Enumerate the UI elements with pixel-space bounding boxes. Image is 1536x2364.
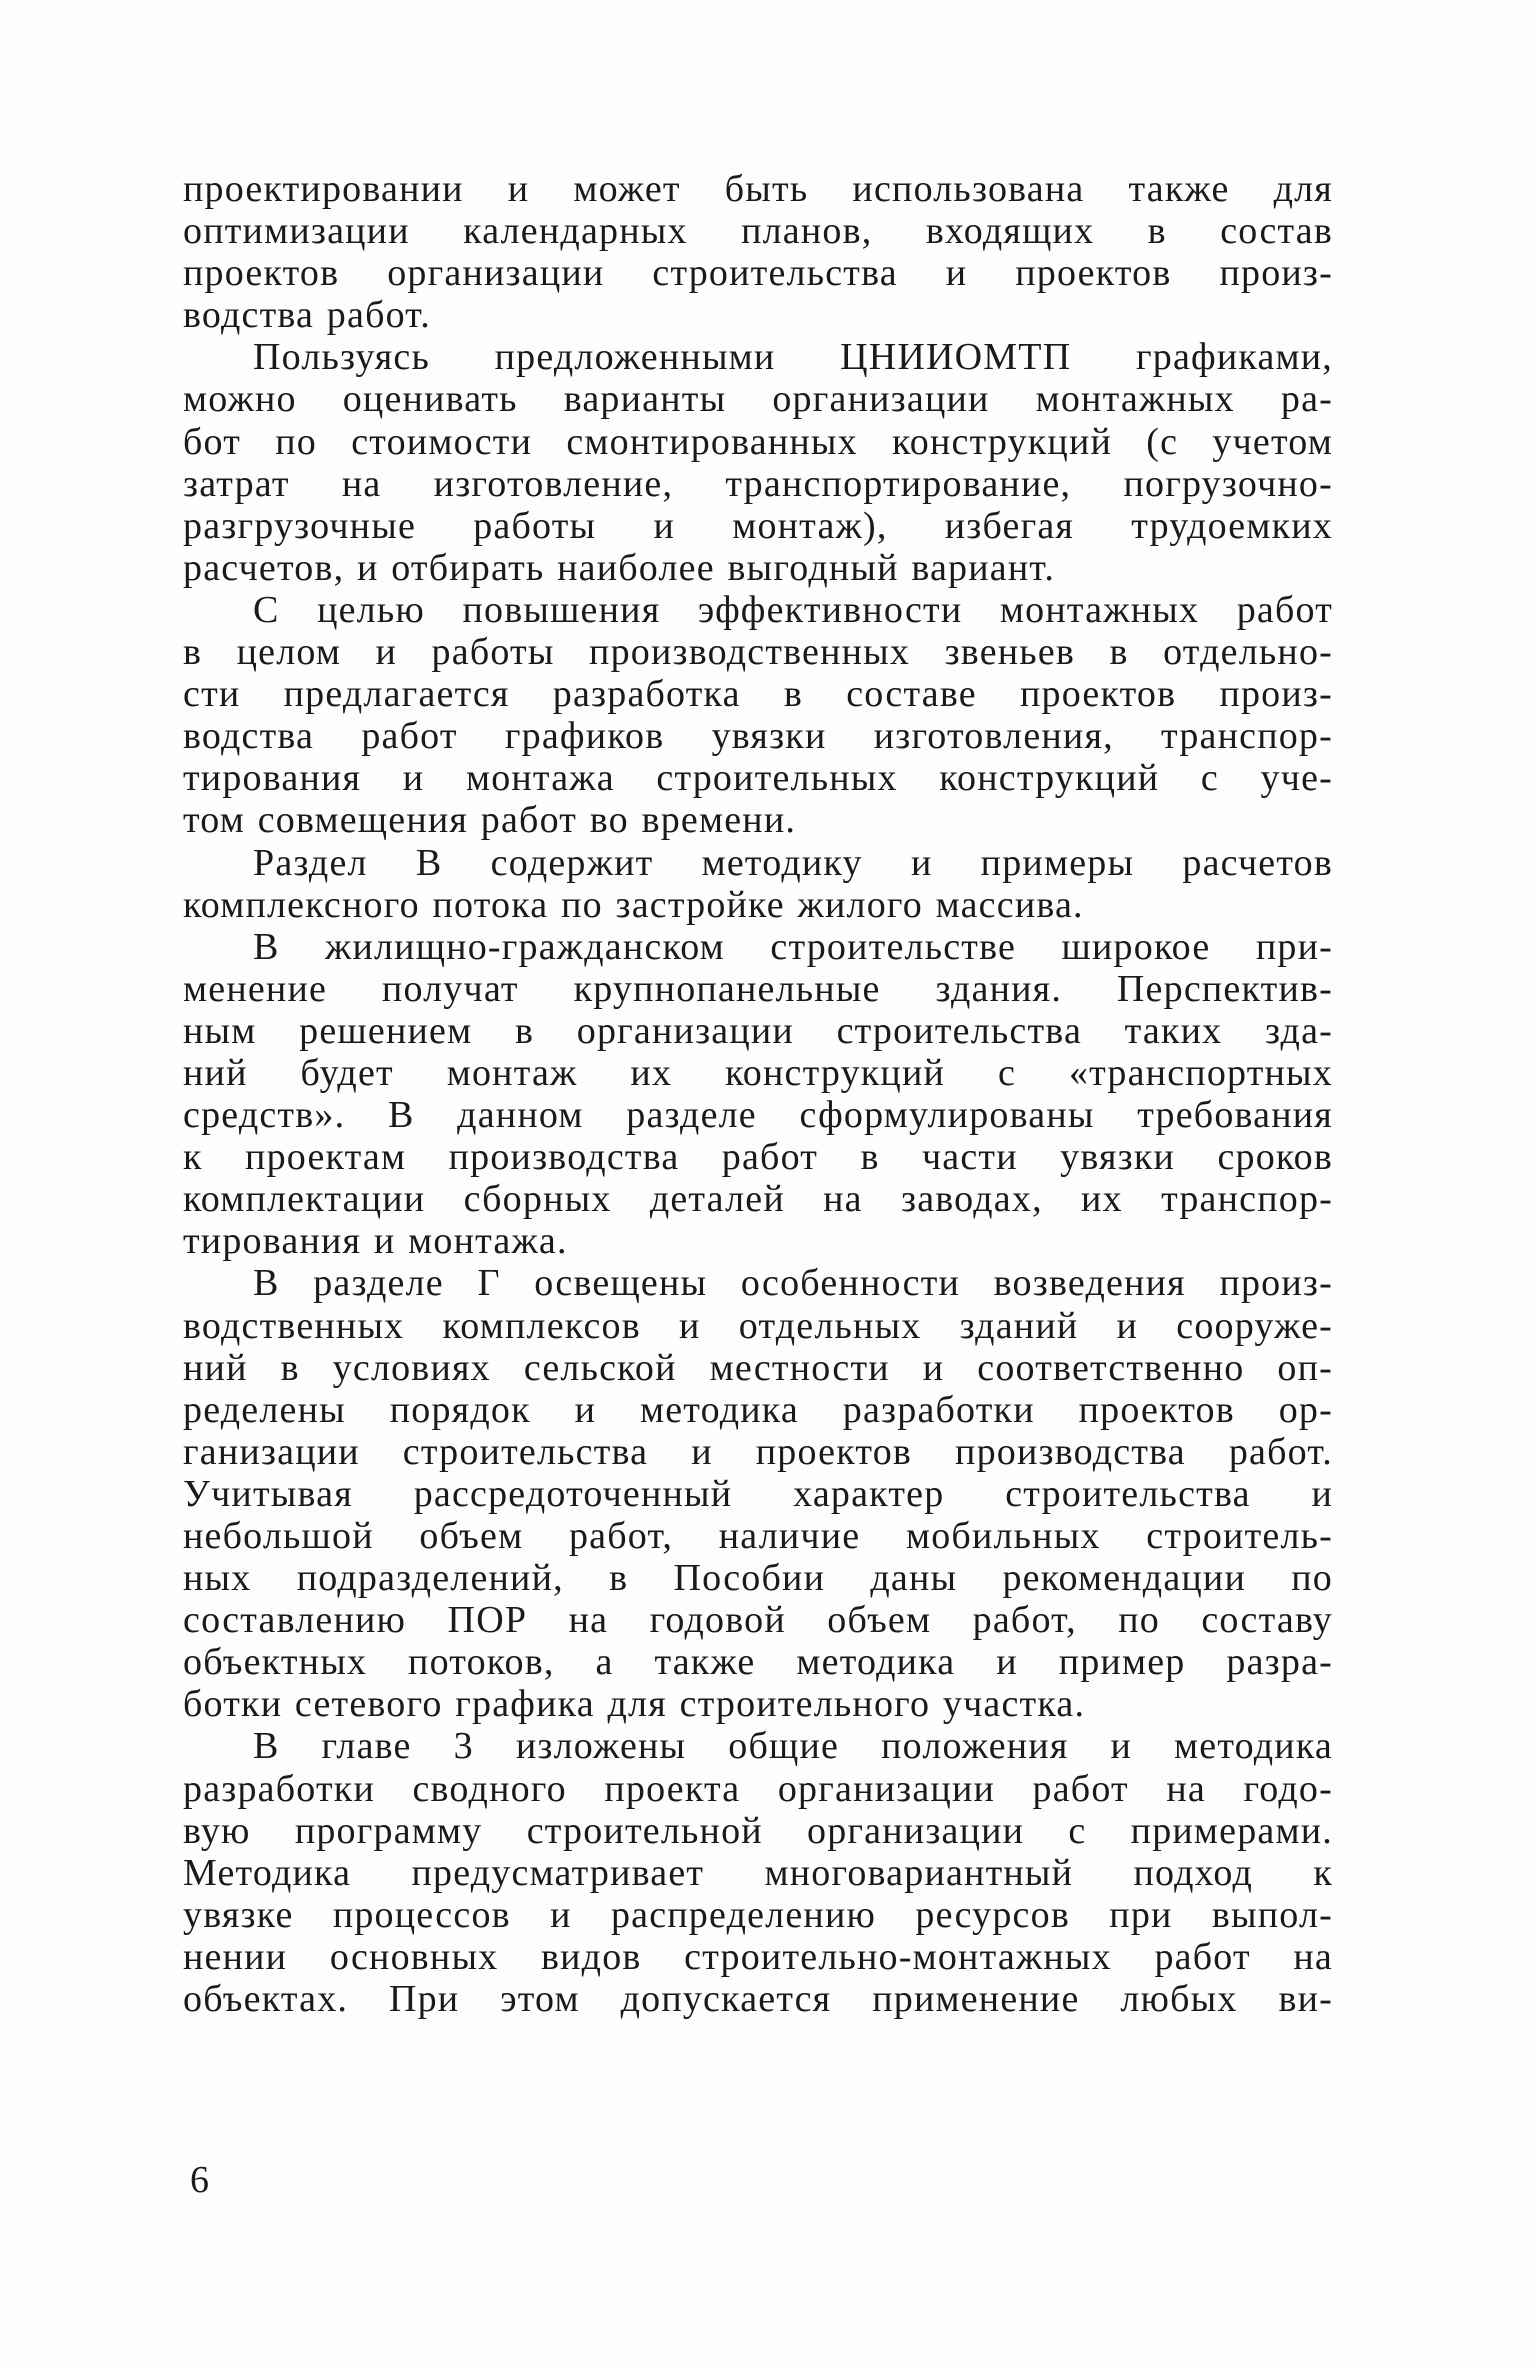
text-line: к проектам производства работ в части увязки сроков	[183, 1136, 1333, 1179]
text-line: ганизации строительства и проектов производства работ.	[183, 1430, 1333, 1473]
page-number: 6	[190, 2159, 209, 2201]
text-line: том совмещения работ во времени.	[183, 799, 797, 842]
text-line: В разделе Г освещены особенности возведения произ-	[253, 1262, 1333, 1305]
text-line: В жилищно-гражданском строительстве широкое при-	[253, 925, 1333, 968]
text-line: тирования и монтажа строительных конструкций с уче-	[183, 757, 1333, 800]
text-line: ных подразделений, в Пособии даны рекомендации по	[183, 1557, 1333, 1600]
text-line: Пользуясь предложенными ЦНИИОМТП графиками,	[253, 336, 1333, 379]
text-line: водства работ.	[183, 294, 431, 337]
paragraph	[183, 926, 1333, 1263]
text-line: увязке процессов и распределению ресурсов при выпол-	[183, 1893, 1333, 1936]
text-line: объектных потоков, а также методика и пример разра-	[183, 1641, 1333, 1684]
text-line: ным решением в организации строительства таких зда-	[183, 1009, 1333, 1052]
text-line: в целом и работы производственных звеньев в отдельно-	[183, 631, 1333, 674]
text-line: разработки сводного проекта организации работ на годо-	[183, 1767, 1333, 1810]
text-line: Раздел В содержит методику и примеры расчетов	[253, 841, 1333, 884]
text-line: небольшой объем работ, наличие мобильных строитель-	[183, 1515, 1333, 1557]
text-line: комплексного потока по застройке жилого массива.	[183, 883, 1084, 926]
text-line: проектировании и может быть использована также для	[183, 168, 1333, 210]
text-line: ботки сетевого графика для строительного участка.	[183, 1683, 1086, 1726]
text-line: объектах. При этом допускается применение любых ви-	[183, 1978, 1333, 2021]
text-line: водственных комплексов и отдельных зданий и сооруже-	[183, 1304, 1333, 1347]
paragraph	[183, 589, 1333, 842]
text-line: водства работ графиков увязки изготовления, транспор-	[183, 715, 1333, 758]
body-text	[183, 168, 1333, 2020]
text-line: ний в условиях сельской местности и соответственно оп-	[183, 1346, 1333, 1389]
paragraph	[183, 842, 1333, 926]
text-line: менение получат крупнопанельные здания. Перспектив-	[183, 967, 1333, 1010]
text-line: составлению ПОР на годовой объем работ, по составу	[183, 1599, 1333, 1642]
text-line: можно оценивать варианты организации монтажных ра-	[183, 378, 1333, 421]
text-line: С целью повышения эффективности монтажных работ	[253, 588, 1333, 631]
text-line: средств». В данном разделе сформулированы требования	[183, 1094, 1333, 1137]
text-line: нении основных видов строительно-монтажных работ на	[183, 1935, 1333, 1978]
text-line: ределены порядок и методика разработки проектов ор-	[183, 1388, 1333, 1431]
text-line: оптимизации календарных планов, входящих в состав	[183, 210, 1333, 253]
paragraph	[183, 1262, 1333, 1725]
text-line: Методика предусматривает многовариантный подход к	[183, 1851, 1333, 1894]
text-line: В главе 3 изложены общие положения и методика	[253, 1725, 1333, 1768]
text-line: Учитывая рассредоточенный характер строительства и	[183, 1472, 1333, 1515]
text-line: расчетов, и отбирать наиболее выгодный вариант.	[183, 546, 1056, 589]
text-line: бот по стоимости смонтированных конструкций (с учетом	[183, 420, 1333, 463]
text-line: вую программу строительной организации с примерами.	[183, 1809, 1333, 1852]
text-line: комплектации сборных деталей на заводах, их транспор-	[183, 1178, 1333, 1221]
paragraph	[183, 168, 1333, 336]
paragraph	[183, 336, 1333, 589]
text-line: сти предлагается разработка в составе проектов произ-	[183, 673, 1333, 716]
paragraph	[183, 1725, 1333, 2020]
text-line: ний будет монтаж их конструкций с «транспортных	[183, 1051, 1333, 1094]
text-line: затрат на изготовление, транспортирование, погрузочно-	[183, 462, 1333, 505]
text-line: тирования и монтажа.	[183, 1220, 568, 1263]
text-line: проектов организации строительства и проектов произ-	[183, 252, 1333, 295]
text-line: разгрузочные работы и монтаж), избегая трудоемких	[183, 504, 1333, 547]
